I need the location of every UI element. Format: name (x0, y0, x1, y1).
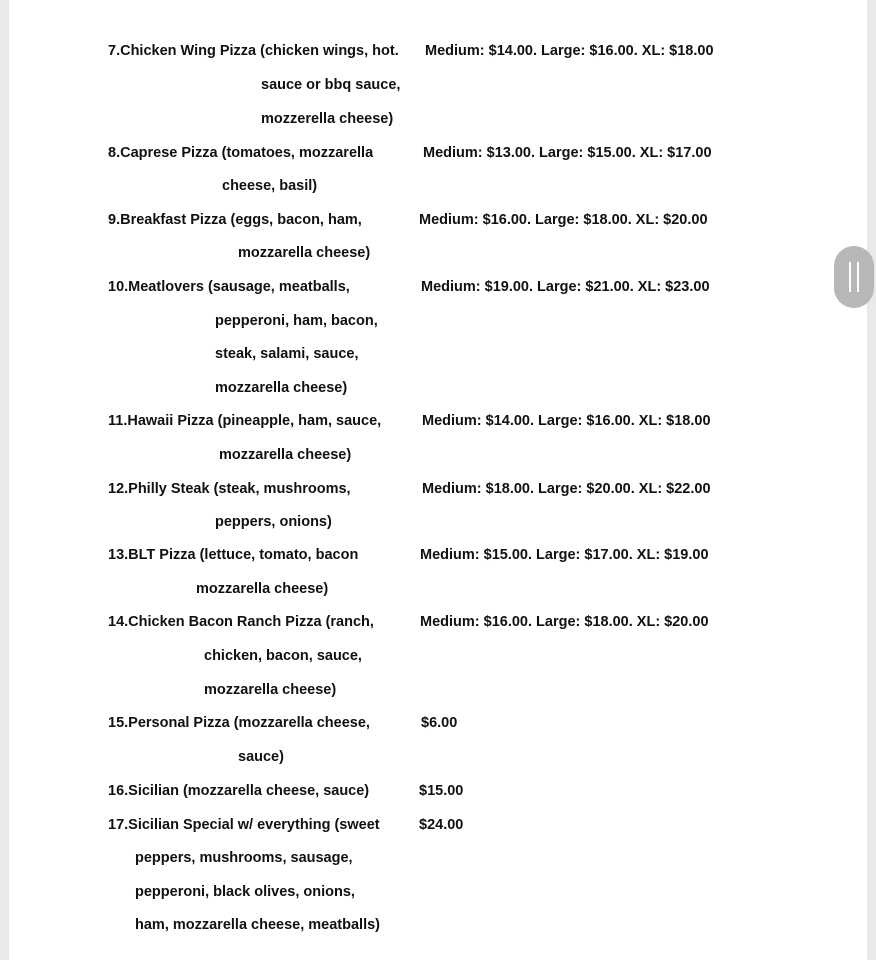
menu-item-13-line-2: mozzarella cheese) (196, 581, 329, 597)
menu-item-11-line-2: mozzarella cheese) (219, 447, 352, 463)
scroll-grip-icon (849, 262, 851, 292)
menu-item-10-price: Medium: $19.00. Large: $21.00. XL: $23.00 (421, 279, 710, 295)
menu-item-8-price: Medium: $13.00. Large: $15.00. XL: $17.00 (423, 145, 712, 161)
menu-item-12-price: Medium: $18.00. Large: $20.00. XL: $22.00 (422, 481, 711, 497)
menu-item-9-price: Medium: $16.00. Large: $18.00. XL: $20.00 (419, 212, 708, 228)
menu-item-16-price: $15.00 (419, 783, 464, 799)
menu-item-16-line-1: 16.Sicilian (mozzarella cheese, sauce) (108, 783, 370, 799)
menu-item-7-line-2: sauce or bbq sauce, (261, 77, 401, 93)
menu-item-14-line-1: 14.Chicken Bacon Ranch Pizza (ranch, (108, 614, 374, 630)
menu-item-9-line-1: 9.Breakfast Pizza (eggs, bacon, ham, (108, 212, 362, 228)
menu-item-17-line-3: pepperoni, black olives, onions, (135, 884, 355, 900)
menu-item-10-line-4: mozzarella cheese) (215, 380, 348, 396)
menu-item-14-line-2: chicken, bacon, sauce, (204, 648, 362, 664)
menu-item-15-line-2: sauce) (238, 749, 284, 765)
menu-item-14-line-3: mozzarella cheese) (204, 682, 337, 698)
menu-item-12-line-2: peppers, onions) (215, 514, 332, 530)
scroll-handle[interactable] (834, 246, 874, 308)
document-page (9, 0, 867, 960)
scroll-grip-icon (857, 262, 859, 292)
menu-item-10-line-2: pepperoni, ham, bacon, (215, 313, 378, 329)
menu-item-13-price: Medium: $15.00. Large: $17.00. XL: $19.00 (420, 547, 709, 563)
menu-item-14-price: Medium: $16.00. Large: $18.00. XL: $20.00 (420, 614, 709, 630)
menu-item-10-line-3: steak, salami, sauce, (215, 346, 359, 362)
menu-item-8-line-1: 8.Caprese Pizza (tomatoes, mozzarella (108, 145, 374, 161)
menu-item-17-line-1: 17.Sicilian Special w/ everything (sweet (108, 817, 380, 833)
menu-item-7-line-1: 7.Chicken Wing Pizza (chicken wings, hot. (108, 43, 399, 59)
menu-item-11-price: Medium: $14.00. Large: $16.00. XL: $18.00 (422, 413, 711, 429)
menu-item-15-price: $6.00 (421, 715, 458, 731)
menu-item-17-line-4: ham, mozzarella cheese, meatballs) (135, 917, 380, 933)
menu-item-7-price: Medium: $14.00. Large: $16.00. XL: $18.00 (425, 43, 714, 59)
menu-item-17-price: $24.00 (419, 817, 464, 833)
menu-item-12-line-1: 12.Philly Steak (steak, mushrooms, (108, 481, 351, 497)
menu-item-15-line-1: 15.Personal Pizza (mozzarella cheese, (108, 715, 370, 731)
menu-item-11-line-1: 11.Hawaii Pizza (pineapple, ham, sauce, (108, 413, 382, 429)
menu-item-7-line-3: mozzerella cheese) (261, 111, 394, 127)
menu-item-17-line-2: peppers, mushrooms, sausage, (135, 850, 353, 866)
menu-item-9-line-2: mozzarella cheese) (238, 245, 371, 261)
menu-item-10-line-1: 10.Meatlovers (sausage, meatballs, (108, 279, 350, 295)
menu-item-8-line-2: cheese, basil) (222, 178, 318, 194)
menu-item-13-line-1: 13.BLT Pizza (lettuce, tomato, bacon (108, 547, 359, 563)
